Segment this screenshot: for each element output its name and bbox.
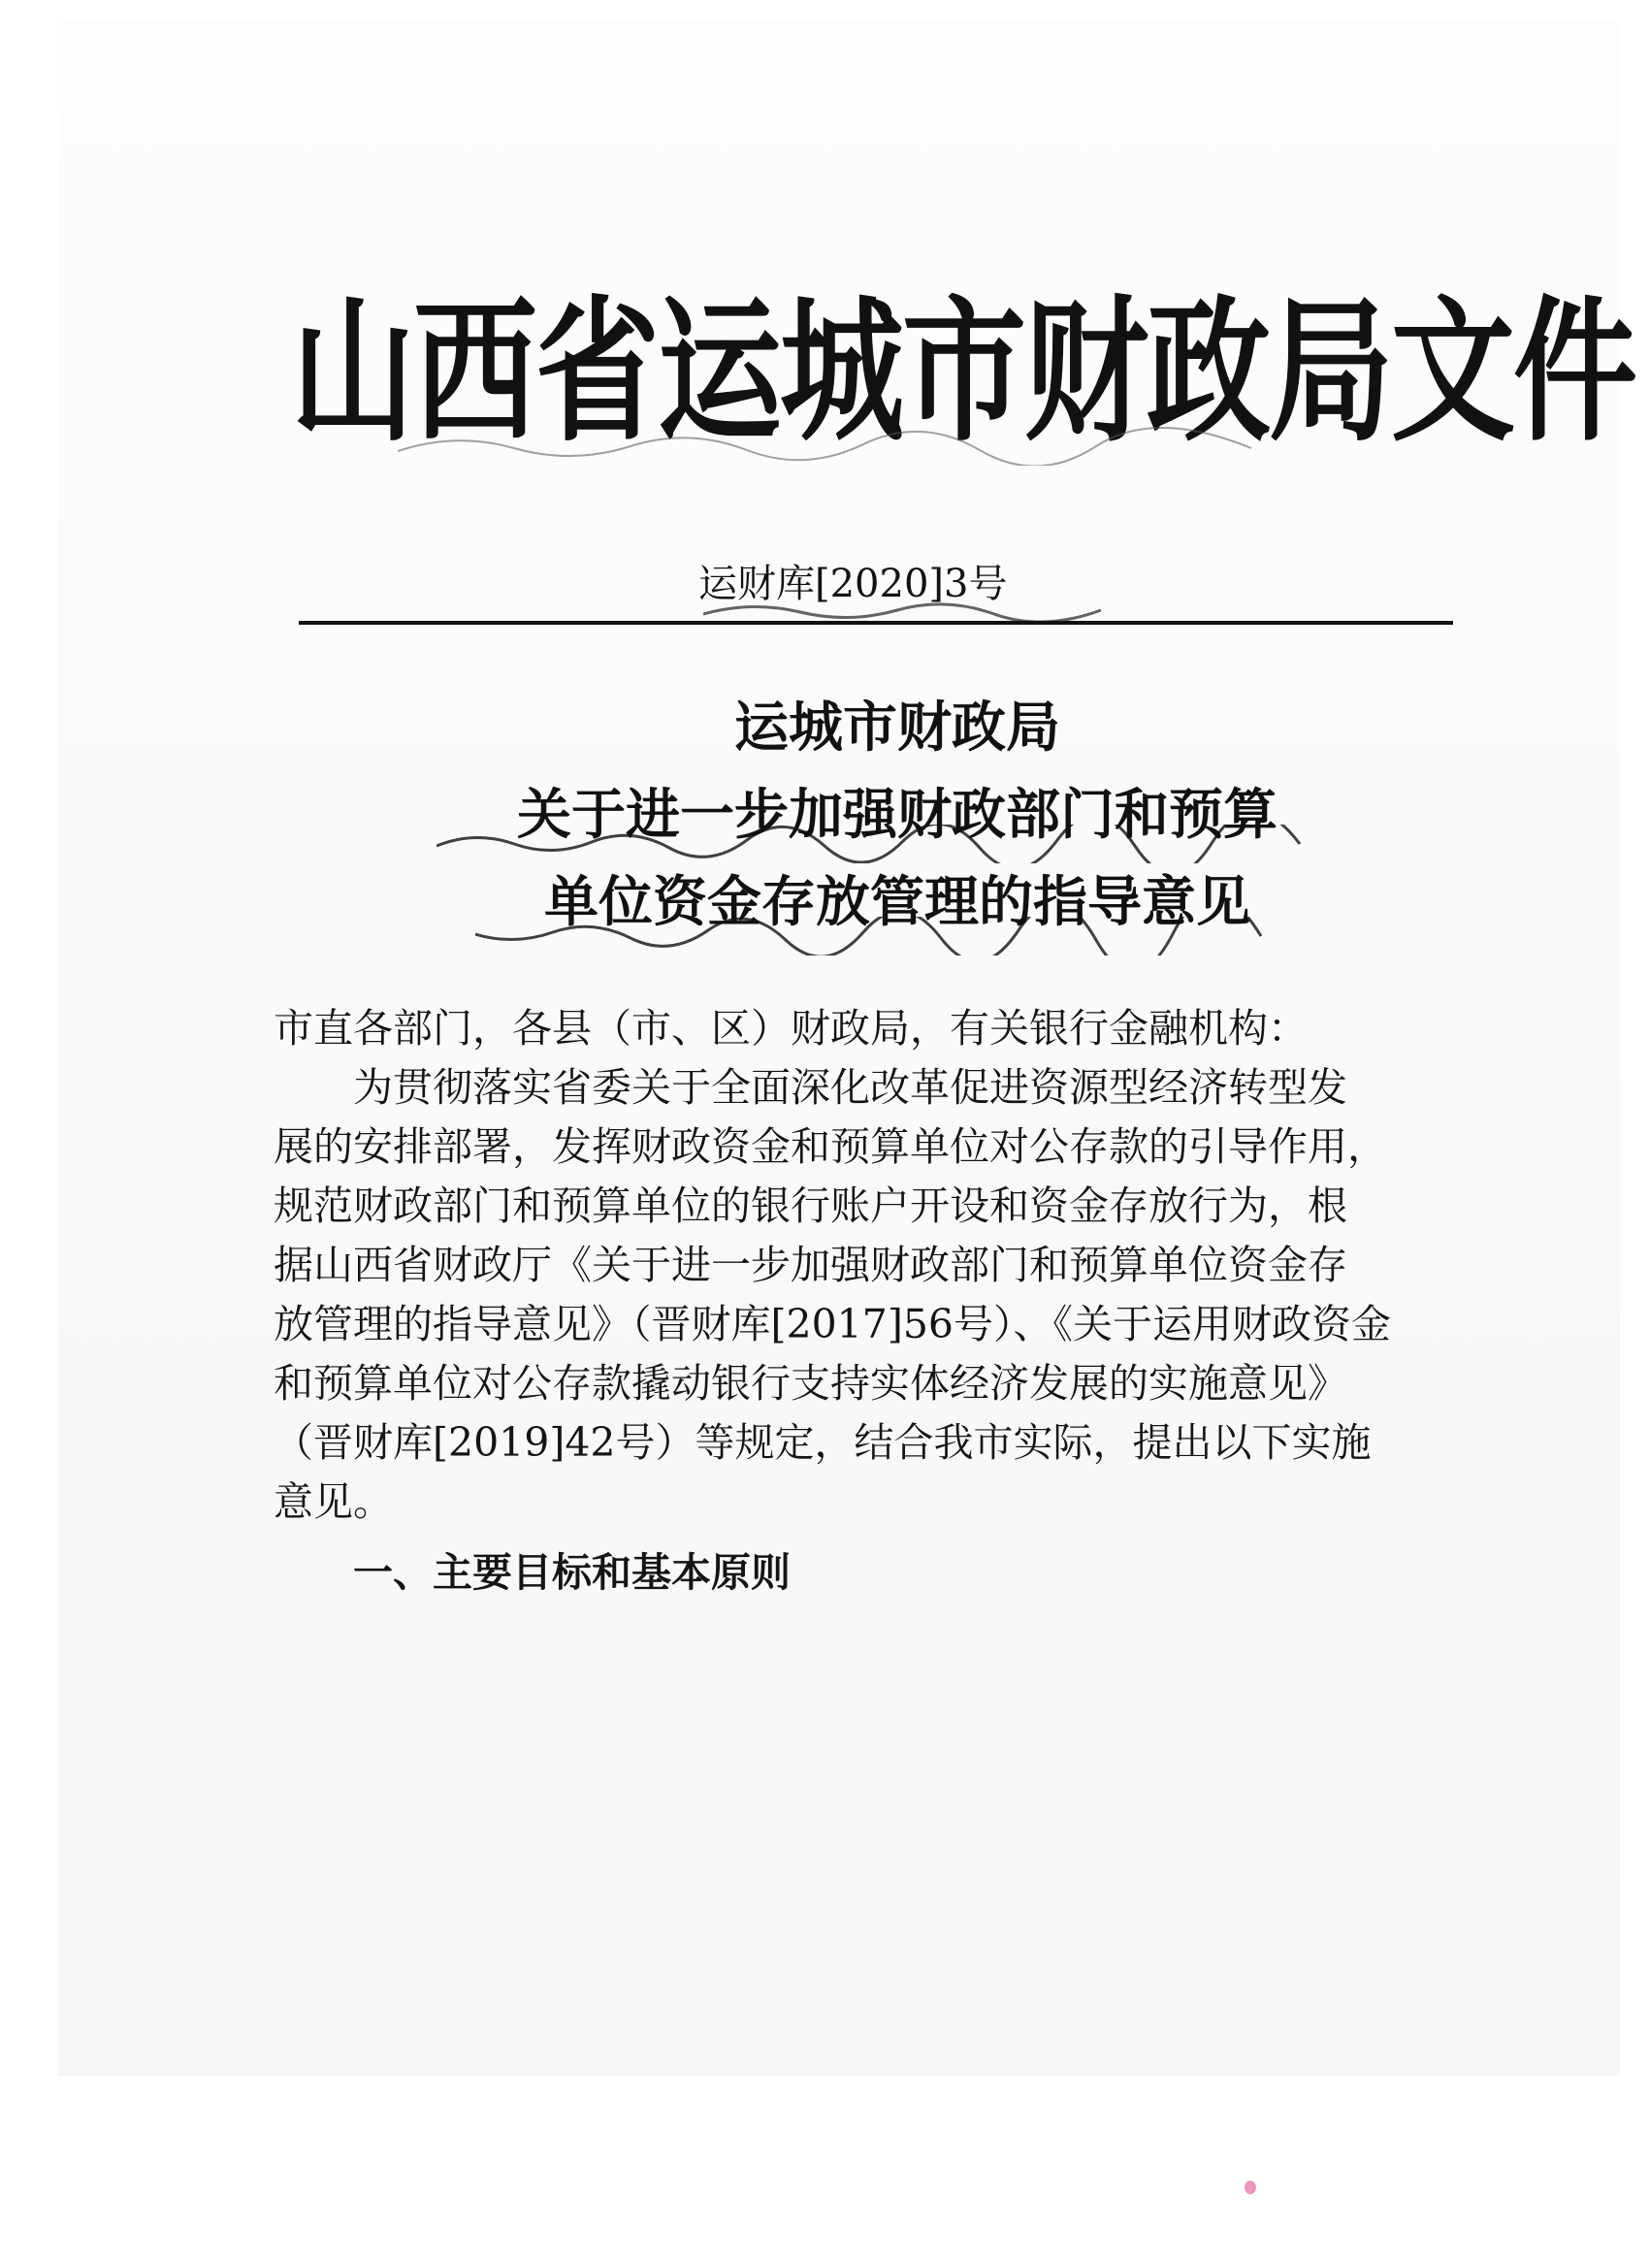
header-rule (299, 621, 1453, 625)
document-body (274, 999, 1457, 1603)
body-line-3: 规范财政部门和预算单位的银行账户开设和资金存放行为，根 (274, 1183, 1347, 1229)
body-line-8: 意见。 (274, 1478, 393, 1525)
section-heading: 一、主要目标和基本原则 (353, 1549, 791, 1596)
body-line-6: 和预算单位对公存款撬动银行支持实体经济发展的实施意见》 (274, 1360, 1347, 1407)
title-line-3: 单位资金存放管理的指导意见 (544, 870, 1250, 934)
addressee: 市直各部门，各县（市、区）财政局，有关银行金融机构： (274, 1005, 1308, 1052)
document-header: 山西省运城市财政局文件 (291, 281, 1636, 464)
body-line-5: 放管理的指导意见》（晋财库[2017]56号）、《关于运用财政资金 (274, 1301, 1392, 1347)
body-line-4: 据山西省财政厅《关于进一步加强财政部门和预算单位资金存 (274, 1242, 1347, 1288)
document-title (388, 684, 1406, 946)
document-number: 运财库[2020]3号 (698, 562, 1008, 606)
show-through-text (281, 116, 1055, 170)
body-line-2: 展的安排部署，发挥财政资金和预算单位对公存款的引导作用， (274, 1123, 1387, 1170)
ink-speck (1245, 2181, 1256, 2194)
body-line-7: （晋财库[2019]42号）等规定，结合我市实际，提出以下实施 (274, 1419, 1372, 1466)
body-line-1: 为贯彻落实省委关于全面深化改革促进资源型经济转型发 (353, 1064, 1347, 1111)
title-line-1: 运城市财政局 (734, 696, 1060, 760)
title-line-2: 关于进一步加强财政部门和预算 (517, 783, 1277, 847)
